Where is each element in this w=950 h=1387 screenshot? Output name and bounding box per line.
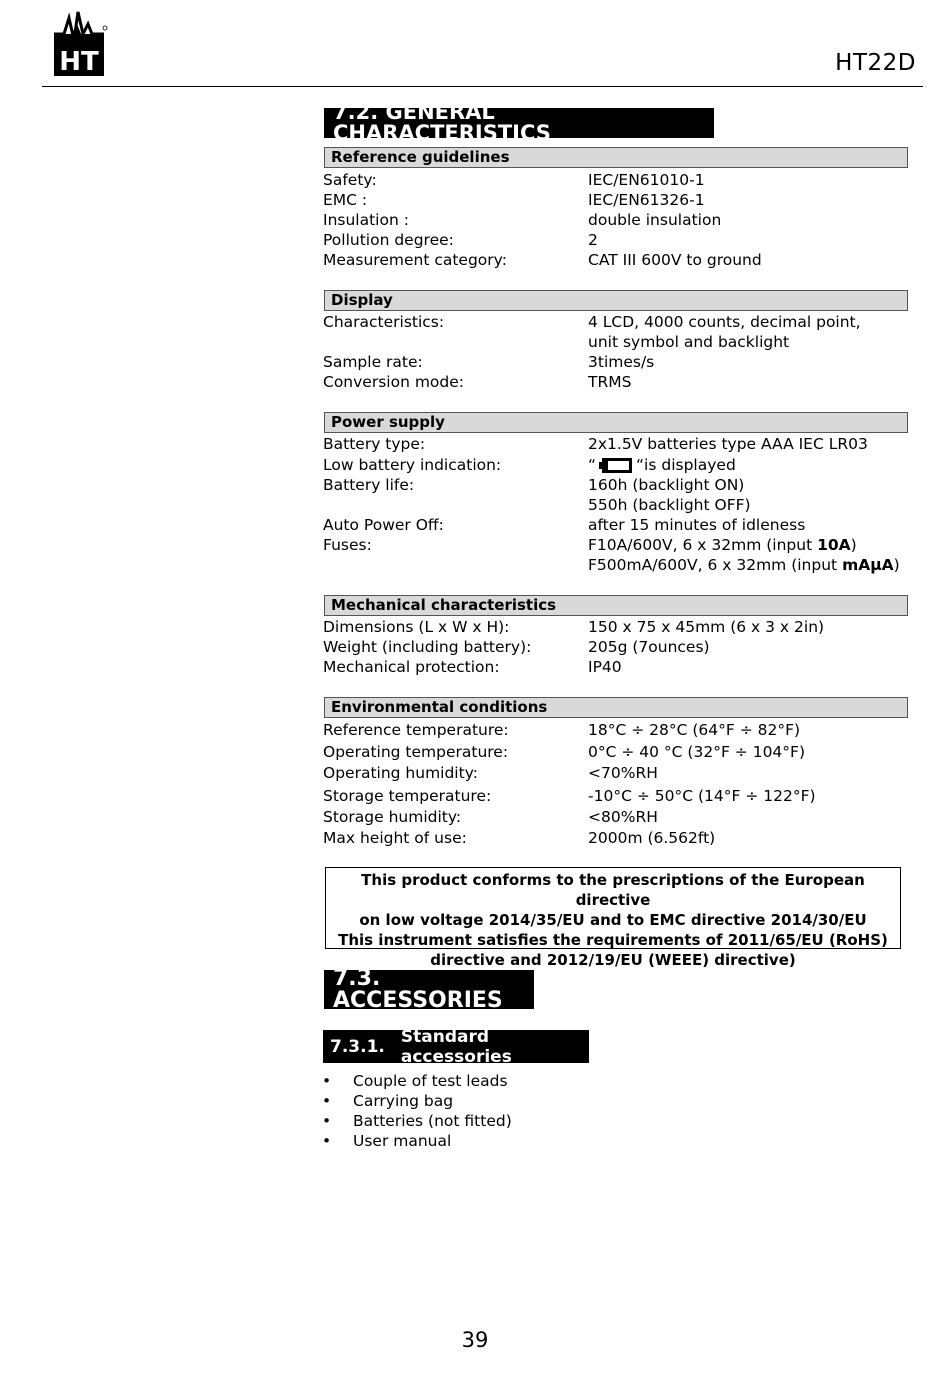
subsection-title-standard-accessories: 7.3.1. Standard accessories xyxy=(323,1030,589,1063)
display-header: Display xyxy=(324,290,908,311)
list-item: • Couple of test leads xyxy=(322,1071,512,1091)
conformity-notice: This product conforms to the prescriptions of the European directive on low voltage 2014/35/EU and to EMC directive 2014/30/EU This instrument satisfies the requirements of 2011/65/EU (RoHS) directive and 2012/19/EU (WEEE) directive) xyxy=(325,867,901,949)
list-item: • Batteries (not fitted) xyxy=(322,1111,512,1131)
section-title-accessories: 7.3. ACCESSORIES xyxy=(324,970,534,1009)
section-title-general: 7.2. GENERAL CHARACTERISTICS xyxy=(324,108,714,138)
battery-icon xyxy=(596,458,632,473)
ht-logo xyxy=(50,10,108,78)
list-item: • User manual xyxy=(322,1131,512,1151)
power-supply-header: Power supply xyxy=(324,412,908,433)
list-item: • Carrying bag xyxy=(322,1091,512,1111)
header-rule xyxy=(42,86,923,87)
accessories-list xyxy=(322,1071,512,1151)
page-number: 39 xyxy=(461,1328,489,1352)
mechanical-header: Mechanical characteristics xyxy=(324,595,908,616)
logo-text: HT xyxy=(59,47,99,77)
environmental-header: Environmental conditions xyxy=(324,697,908,718)
reference-guidelines-header: Reference guidelines xyxy=(324,147,908,168)
model-name: HT22D xyxy=(835,50,916,76)
